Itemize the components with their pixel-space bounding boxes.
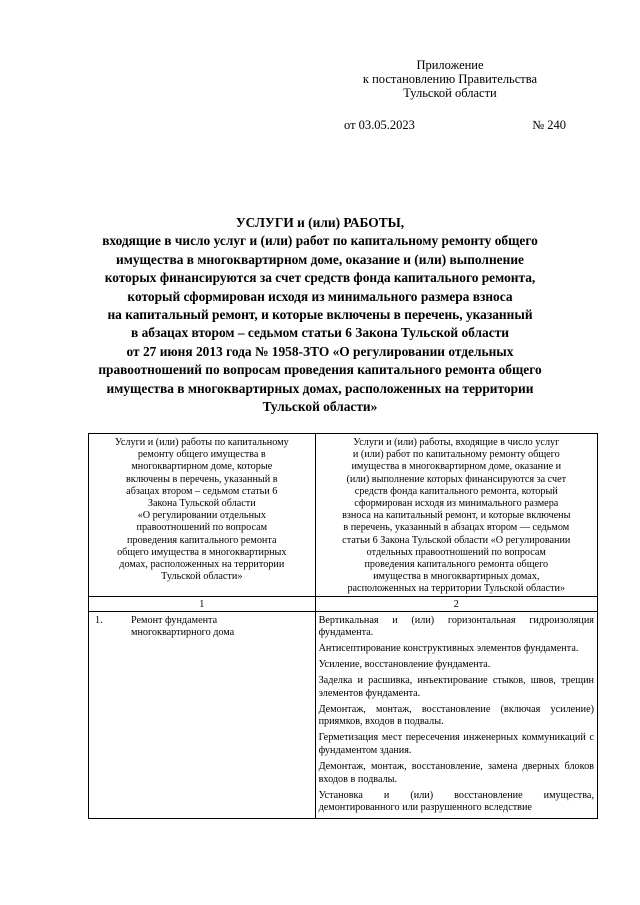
work-item: Усиление, восстановление фундамента.	[318, 659, 491, 671]
title-line: в абзацах втором – седьмом статьи 6 Закона Тульской области	[131, 325, 509, 341]
header-line: сформирован исходя из минимального размера	[354, 498, 559, 510]
row-number: 1.	[95, 614, 103, 626]
title-line: которых финансируются за счет средств фонда капитального ремонта,	[104, 270, 536, 286]
appendix-line: Приложение	[416, 58, 484, 72]
service-name-line: многоквартирного дома	[131, 627, 235, 639]
title-line: Тульской области»	[262, 399, 378, 415]
appendix-heading	[330, 58, 570, 100]
header-line: абзацах втором – седьмом статьи 6	[126, 485, 278, 497]
work-item: Вертикальная и (или) горизонтальная гидроизоляция фундамента.	[318, 614, 594, 639]
column-number-1: 1	[89, 596, 316, 611]
header-line: Тульской области»	[161, 571, 243, 583]
title-line: на капитальный ремонт, и которые включены в перечень, указанный	[107, 307, 533, 323]
header-line: многоквартирном доме, которые	[131, 461, 273, 473]
header-line: средств фонда капитального ремонта, который	[354, 485, 558, 497]
header-line: Услуги и (или) работы по капитальному	[114, 437, 289, 448]
header-line: Закона Тульской области	[147, 498, 256, 510]
header-line: проведения капитального ремонта общего	[364, 559, 549, 571]
title-line: имущества в многоквартирных домах, расположенных на территории	[106, 380, 534, 396]
service-name	[131, 615, 301, 640]
header-line: расположенных на территории Тульской области»	[347, 583, 566, 595]
header-line: имущества в многоквартирных домах,	[373, 571, 540, 583]
title-line: имущества в многоквартирном доме, оказание и (или) выполнение	[116, 251, 524, 267]
service-name-line: Ремонт фундамента	[131, 614, 218, 626]
work-item: Антисептирование конструктивных элементов фундамента.	[318, 643, 579, 655]
title-line: от 27 июня 2013 года № 1958-ЗТО «О регулировании отдельных	[126, 343, 514, 359]
header-line: общего имущества в многоквартирных	[117, 546, 287, 558]
work-item: Демонтаж, монтаж, восстановление (включая усиление) приямков, входов в подвалы.	[318, 703, 594, 728]
service-cell	[89, 611, 316, 818]
header-line: и (или) работ по капитальному ремонту общего	[352, 449, 560, 461]
column-number-2: 2	[315, 596, 597, 611]
work-item: Заделка и расшивка, инъектирование стыков, швов, трещин элементов фундамента.	[318, 675, 594, 699]
table-row	[89, 611, 598, 818]
appendix-line: Тульской области	[403, 86, 497, 100]
header-line: ремонту общего имущества в	[137, 449, 266, 461]
title-line: который сформирован исходя из минимального размера взноса	[127, 288, 513, 304]
header-cell-works	[315, 434, 597, 597]
table-header-row	[89, 434, 598, 597]
header-line: «О регулировании отдельных	[137, 510, 266, 522]
header-line: правоотношений по вопросам	[136, 522, 268, 534]
decree-number: № 240	[532, 118, 566, 132]
header-line: включены в перечень, указанный в	[125, 473, 278, 485]
header-line: взноса на капитальный ремонт, и которые включены	[342, 510, 571, 522]
header-cell-services	[89, 434, 316, 597]
title-line: входящие в число услуг и (или) работ по капитальному ремонту общего	[102, 233, 538, 249]
work-item: Демонтаж, монтаж, восстановление, замена дверных блоков входов в подвалы.	[318, 760, 594, 785]
header-line: имущества в многоквартирном доме, оказание и	[351, 461, 562, 473]
work-item: Герметизация мест пересечения инженерных коммуникаций с фундаментом здания.	[318, 732, 594, 756]
header-line: (или) выполнение которых финансируются за счет	[346, 473, 567, 485]
header-line: статьи 6 Закона Тульской области «О регулировании	[342, 534, 571, 546]
header-line: Услуги и (или) работы, входящие в число услуг	[353, 437, 560, 448]
header-line: проведения капитального ремонта	[127, 534, 277, 546]
title-line: УСЛУГИ и (или) РАБОТЫ,	[235, 215, 405, 230]
services-table	[88, 433, 598, 819]
work-item: Установка и (или) восстановление имущества, демонтированного или разрушенного вследствие	[318, 789, 594, 814]
works-cell	[315, 611, 597, 818]
header-line: в перечень, указанный в абзацах втором — седьмом	[343, 522, 570, 534]
header-line: отдельных правоотношений по вопросам	[366, 546, 546, 558]
title-line: правоотношений по вопросам проведения капитального ремонта общего	[98, 362, 542, 378]
appendix-line: к постановлению Правительства	[362, 72, 538, 86]
decree-dateline	[344, 118, 566, 134]
header-line: домах, расположенных на территории	[119, 559, 285, 571]
decree-date: от 03.05.2023	[344, 118, 415, 132]
document-title	[68, 214, 572, 416]
column-number-row	[89, 596, 598, 611]
